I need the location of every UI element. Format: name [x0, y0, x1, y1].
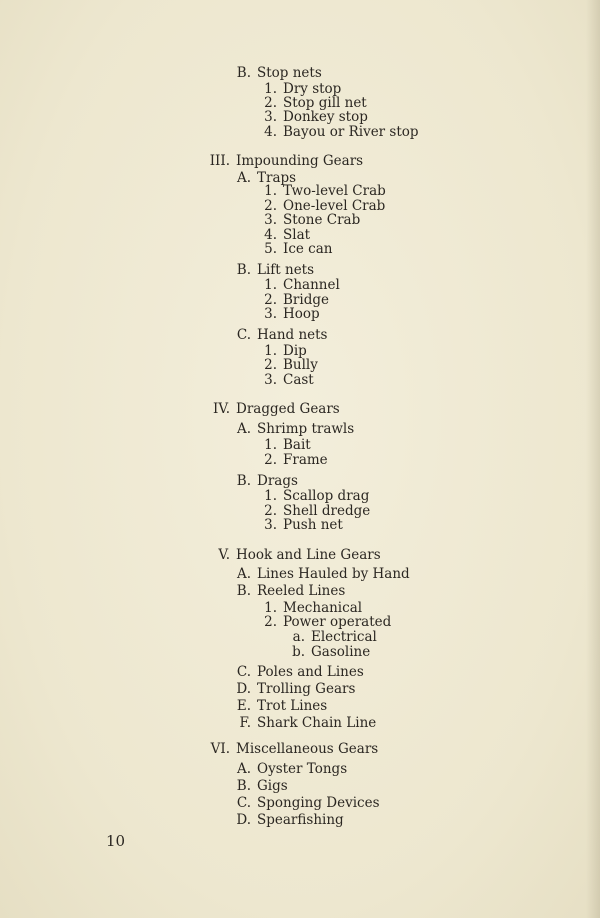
outline-marker: 1. [264, 277, 277, 293]
outline-label: Bridge [283, 292, 329, 308]
outline-entry-major [190, 742, 378, 757]
outline-marker: III. [209, 153, 230, 169]
outline-entry-section [211, 584, 345, 599]
outline-entry-item [237, 615, 391, 630]
outline-label: Shrimp trawls [257, 421, 355, 437]
outline-label: Impounding Gears [236, 153, 364, 169]
outline-label: Scallop drag [283, 488, 370, 504]
outline-marker: 1. [264, 600, 277, 616]
outline-entry-item [237, 358, 318, 373]
outline-entry-section [211, 665, 364, 680]
outline-marker: a. [292, 629, 305, 645]
outline-label: Bayou or River stop [283, 124, 419, 140]
outline-label: Push net [283, 517, 343, 533]
outline-label: Gigs [257, 778, 288, 794]
outline-label: Hook and Line Gears [236, 547, 381, 563]
outline-entry-item [237, 110, 368, 125]
outline-label: Traps [257, 170, 297, 186]
outline-label: Bully [283, 357, 318, 373]
outline-entry-item [237, 125, 419, 140]
outline-marker: B. [236, 65, 251, 81]
outline-marker: A. [236, 566, 251, 582]
outline-marker: 1. [264, 437, 277, 453]
outline-label: Electrical [311, 629, 377, 645]
outline-marker: D. [236, 681, 251, 697]
outline-entry-section [211, 699, 327, 714]
outline-entry-item [237, 184, 386, 199]
outline-label: Miscellaneous Gears [236, 741, 379, 757]
outline-marker: B. [236, 473, 251, 489]
outline-label: Mechanical [283, 600, 363, 616]
outline-marker: 2. [264, 292, 277, 308]
outline-marker: 2. [264, 357, 277, 373]
outline-entry-section [211, 66, 322, 81]
outline-entry-sub [265, 645, 370, 660]
outline-entry-section [211, 474, 298, 489]
outline-label: Dry stop [283, 81, 342, 97]
outline-entry-item [237, 373, 314, 388]
outline-entry-major [190, 154, 363, 169]
outline-entry-section [211, 779, 288, 794]
outline-label: Cast [283, 372, 314, 388]
outline-marker: 3. [264, 517, 277, 533]
outline-entry-section [211, 796, 380, 811]
outline-label: Lift nets [257, 262, 315, 278]
outline-marker: 5. [264, 241, 277, 257]
outline-marker: 3. [264, 372, 277, 388]
outline-label: Trolling Gears [257, 681, 356, 697]
outline-label: Lines Hauled by Hand [257, 566, 410, 582]
outline-label: Ice can [283, 241, 333, 257]
outline-entry-section [211, 263, 314, 278]
outline-marker: B. [236, 778, 251, 794]
outline-marker: C. [236, 664, 251, 680]
outline-marker: 2. [264, 614, 277, 630]
outline-label: Shell dredge [283, 503, 371, 519]
outline-label: Oyster Tongs [257, 761, 348, 777]
outline-marker: 2. [264, 503, 277, 519]
outline-marker: 2. [264, 452, 277, 468]
outline-marker: 3. [264, 306, 277, 322]
outline-marker: b. [292, 644, 305, 660]
outline-label: Donkey stop [283, 109, 368, 125]
outline-marker: 4. [264, 227, 277, 243]
outline-marker: 3. [264, 109, 277, 125]
outline-marker: C. [236, 795, 251, 811]
outline-label: Sponging Devices [257, 795, 380, 811]
outline-marker: B. [236, 262, 251, 278]
outline-marker: 1. [264, 488, 277, 504]
outline-label: Gasoline [311, 644, 371, 660]
outline-marker: VI. [210, 741, 230, 757]
outline-marker: A. [236, 421, 251, 437]
outline-marker: 1. [264, 183, 277, 199]
outline-marker: A. [236, 761, 251, 777]
outline-entry-sub [265, 630, 377, 645]
outline-marker: V. [218, 547, 230, 563]
outline-label: Frame [283, 452, 328, 468]
outline-marker: 1. [264, 343, 277, 359]
outline-marker: 2. [264, 95, 277, 111]
outline-label: Bait [283, 437, 311, 453]
outline-entry-item [237, 242, 332, 257]
outline-label: One-level Crab [283, 198, 386, 214]
outline-label: Hoop [283, 306, 320, 322]
outline-label: Power operated [283, 614, 392, 630]
outline-entry-major [190, 402, 340, 417]
outline-entry-section [211, 762, 347, 777]
outline-label: Spearfishing [257, 812, 344, 828]
outline-marker: 4. [264, 124, 277, 140]
outline-label: Stop gill net [283, 95, 367, 111]
outline-entry-section [211, 422, 354, 437]
outline-marker: F. [239, 715, 251, 731]
outline-entry-section [211, 328, 328, 343]
page-edge-shadow [586, 0, 600, 918]
outline-entry-item [237, 518, 343, 533]
outline-label: Stone Crab [283, 212, 361, 228]
outline-marker: 2. [264, 198, 277, 214]
outline-label: Channel [283, 277, 340, 293]
outline-label: Poles and Lines [257, 664, 364, 680]
outline-label: Two-level Crab [283, 183, 386, 199]
outline-label: Stop nets [257, 65, 322, 81]
outline-entry-major [190, 548, 381, 563]
outline-label: Dragged Gears [236, 401, 340, 417]
outline-entry-section [211, 682, 355, 697]
outline-entry-section [211, 716, 376, 731]
outline-entry-item [237, 278, 340, 293]
outline-label: Shark Chain Line [257, 715, 377, 731]
outline-marker: C. [236, 327, 251, 343]
outline-entry-item [237, 489, 369, 504]
outline-entry-section [211, 813, 344, 828]
outline-marker: E. [236, 698, 251, 714]
outline-label: Dip [283, 343, 307, 359]
outline-entry-item [237, 438, 311, 453]
outline-label: Reeled Lines [257, 583, 346, 599]
outline-entry-item [237, 213, 360, 228]
outline-marker: 1. [264, 81, 277, 97]
outline-entry-item [237, 307, 320, 322]
outline-marker: B. [236, 583, 251, 599]
outline-label: Drags [257, 473, 298, 489]
outline-label: Hand nets [257, 327, 328, 343]
outline-entry-section [211, 567, 410, 582]
outline-marker: IV. [212, 401, 230, 417]
outline-marker: D. [236, 812, 251, 828]
outline-marker: A. [236, 170, 251, 186]
page-number: 10 [106, 832, 126, 850]
outline-label: Slat [283, 227, 311, 243]
outline-entry-item [237, 453, 328, 468]
outline-marker: 3. [264, 212, 277, 228]
outline-label: Trot Lines [257, 698, 328, 714]
